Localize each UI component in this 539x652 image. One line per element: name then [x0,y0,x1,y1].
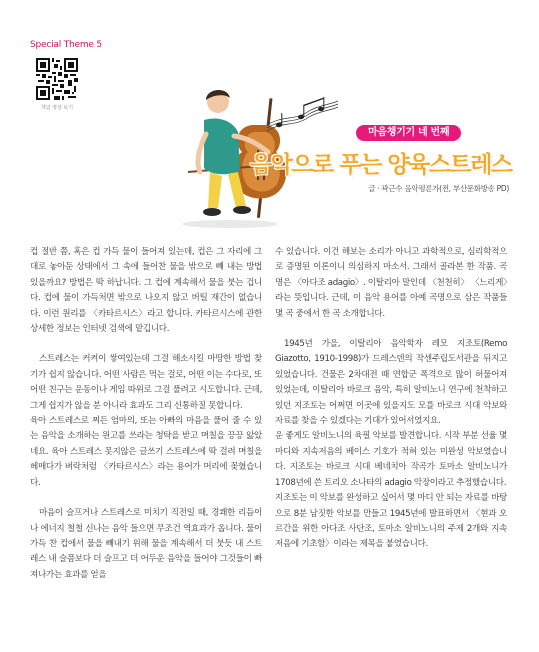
section-label: Special Theme 5 [30,40,102,50]
paragraph: 지조토는 이 악보를 완성하고 싶어서 몇 마디 안 되는 자료를 바탕으로 8분 남짓한 악보를 만들고 1945년에 발표하면서 〈현과 오르간을 위한 아다조 사단조, 토마소 알비노니의 주제 2개와 지속저음에 기초함〉이라는 제목을 붙였습니다. [275,493,507,550]
paragraph: 수 있습니다. 이건 해보는 소리가 아니고 과학적으로, 심리학적으로 증명된 이론이니 의심하지 마소서. 그래서 골라본 한 작품. 곡명은 〈아다조 adagio〉. 이탈리아 말인데 〈천천히〉 〈느리게〉라는 뜻입니다. 근데, 이 음악 용어를 아예 곡명으로 삼은 작품들 몇 곡 중에서 한 곡 소개합니다. [275,247,507,319]
paragraph: 마음이 슬프거나 스트레스로 미치기 직전일 때, 경쾌한 리듬이나 에너지 철철 신나는 음악 들으면 무조건 역효과가 옵니다. 물이 가득 찬 컵에서 물을 빼내기 위해 물을 계속해서 더 붓듯 내 스트레스 내 슬픔보다 더 슬프고 더 어두운 음악을 들어야 그것들이 빠져나가는 효과를 얻을 [30,508,262,580]
paragraph: 육아 스트레스로 찌든 엄마의, 또는 아빠의 마음을 풀어 줄 수 있는 음악을 소개하는 원고를 쓰라는 청탁을 받고 며칠을 끙끙 앓았네요. 육아 스트레스 못지않은 글쓰기 스트레스에 딱 걸려 며칠을 헤매다가 벼락처럼 〈카타르시스〉라는 용어가 머리에 꽂혔습니다. [30,416,262,488]
paragraph: 운 좋게도 알비노니의 육필 악보를 발견합니다. 시작 부분 선율 몇 마디와 지속저음의 베이스 기호가 적혀 있는 미완성 악보였습니다. 지조토는 바로크 시대 베네치아 작곡가 토마소 알비노니가 1708년에 쓴 트리오 소나타의 adagio 악장이라고 추정했습니다. [275,431,507,488]
qr-caption: 개념 영상 보기 [40,105,74,111]
series-badge: 마음챙기기 네 번째 [356,125,461,141]
paragraph: 스트레스는 커켜이 쌓여있는데 그걸 해소시킬 마땅한 방법 찾기가 쉽지 않습니다. 어떤 사람은 먹는 걸로, 어떤 이는 수다로, 또 어떤 친구는 운동이나 게임 따위로 그걸 풀려고 시도합니다. 근데, 그게 쉽지가 않을 분 아니라 효과도 그리 신통하질 못합니다. [30,354,262,411]
music-notes-icon [265,95,340,140]
article-title: 음악으로 푸는 양육스트레스 [250,152,512,178]
paragraph: 1945년 가을, 이탈리아 음악학자 레모 지조토(Remo Giazotto, 1910-1998)가 드레스덴의 작센주립도서관을 뒤지고 있었습니다. 건물은 2차대전 때 연합군 폭격으로 많이 허물어져 있었는데, 이탈리아 바로크 음악, 특히 알비노니 연구에 천착하고 있던 지조토는 어쩌면 이곳에 있을지도 모를 바로크 시대 악보와 자료를 찾을 수 있겠다는 기대가 있어서였지요. [275,339,507,427]
byline: 글 · 곽근수 음악평론가(전, 부산문화방송 PD) [368,184,509,193]
body-column-right [275,245,507,568]
body-column-left [30,245,262,598]
paragraph: 컵 절반 쯤, 혹은 컵 가득 물이 들어져 있는데, 컵은 그 자리에 그대로 놓아둔 상태에서 그 속에 들어찬 물을 밖으로 빼 내는 방법 있을까요? 방법은 딱 하납니다. 그 컵에 계속해서 물을 붓는 겁니다. 컵에 물이 가득처면 밖으로 나오지 않고 버틸 재간이 없습니다. 이런 원리를 〈카타르시스〉라고 합니다. 카타르시스에 관한 상세한 정보는 인터넷 검색에 맡깁니다. [30,247,262,335]
qr-code[interactable] [36,58,78,100]
